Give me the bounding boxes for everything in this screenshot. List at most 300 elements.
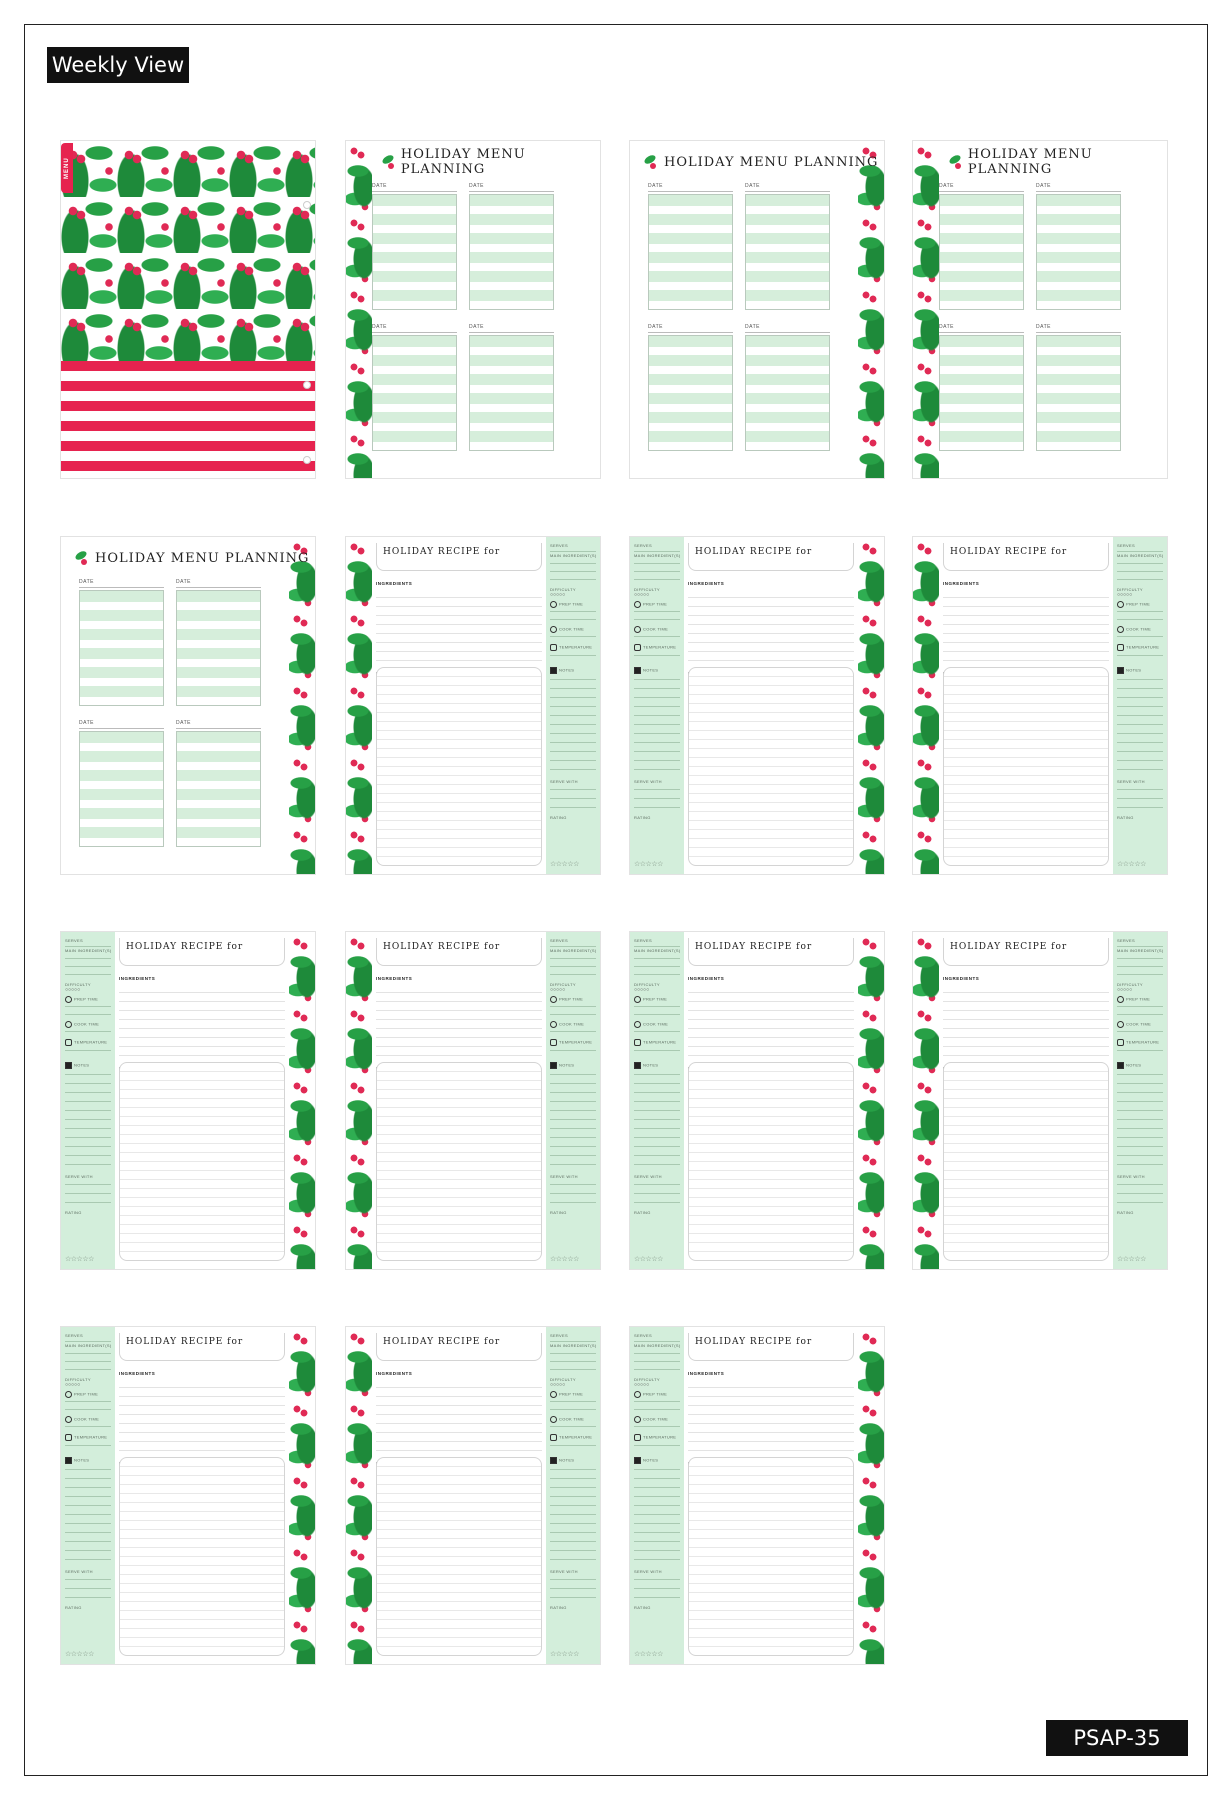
- preparation-box[interactable]: [119, 1457, 285, 1656]
- difficulty-label: DIFFICULTY: [65, 1377, 91, 1382]
- serves-line[interactable]: [550, 551, 596, 552]
- difficulty-label: DIFFICULTY: [634, 1377, 660, 1382]
- menu-lines[interactable]: [648, 194, 733, 310]
- rule: [634, 715, 680, 716]
- menu-lines[interactable]: [648, 335, 733, 451]
- difficulty-dots[interactable]: ○○○○○: [634, 987, 650, 993]
- rule: [65, 966, 111, 967]
- ingredients-lines[interactable]: [943, 984, 1109, 1056]
- rule: [1117, 1202, 1163, 1203]
- rule: [550, 798, 596, 799]
- rule: [1117, 798, 1163, 799]
- rule: [550, 1401, 596, 1402]
- date-label: DATE: [745, 183, 830, 192]
- notes-icon: [1117, 1062, 1124, 1069]
- serves-label: SERVES: [550, 1333, 568, 1338]
- recipe-sidebar: [61, 1327, 115, 1664]
- serves-line[interactable]: [550, 1341, 596, 1342]
- rule: [550, 1559, 596, 1560]
- holly-border: [346, 932, 372, 1269]
- menu-planning-title-text: HOLIDAY MENU PLANNING: [400, 147, 526, 177]
- recipe-title[interactable]: HOLIDAY RECIPE for: [943, 543, 1109, 571]
- recipe-page: [60, 931, 316, 1270]
- rating-label: RATING: [1117, 1210, 1134, 1215]
- rule: [550, 1128, 596, 1129]
- rule: [1117, 636, 1163, 637]
- menu-date-cell: [469, 183, 554, 310]
- menu-planning-title: [644, 151, 878, 173]
- notes-label: NOTES: [643, 667, 659, 673]
- holly-border: [289, 1327, 315, 1664]
- menu-planning-title-text: HOLIDAY MENU PLANNING: [95, 550, 310, 566]
- serves-line[interactable]: [65, 946, 111, 947]
- rule: [1117, 563, 1163, 564]
- menu-date-cell: [648, 324, 733, 451]
- rule: [634, 1119, 680, 1120]
- menu-tab[interactable]: MENU: [61, 143, 73, 193]
- recipe-sidebar: [1113, 932, 1167, 1269]
- recipe-main: [372, 932, 546, 1269]
- ingredients-label: INGREDIENTS: [376, 581, 413, 586]
- rule: [65, 1445, 111, 1446]
- preparation-box[interactable]: [376, 1062, 542, 1261]
- menu-lines[interactable]: [79, 731, 164, 847]
- notes-icon: [634, 1062, 641, 1069]
- rating-label: RATING: [634, 815, 651, 820]
- ingredients-label: INGREDIENTS: [688, 976, 725, 981]
- recipe-main: [939, 537, 1113, 874]
- cook-time-label: COOK TIME: [74, 1416, 100, 1422]
- recipe-title[interactable]: HOLIDAY RECIPE for: [688, 543, 854, 571]
- rule: [1117, 1146, 1163, 1147]
- menu-date-grid: [648, 183, 830, 451]
- rule: [550, 655, 596, 656]
- thermometer-icon: [634, 644, 641, 651]
- difficulty-label: DIFFICULTY: [634, 982, 660, 987]
- notes-label: NOTES: [1126, 1062, 1142, 1068]
- serves-line[interactable]: [550, 946, 596, 947]
- temperature-label: TEMPERATURE: [559, 1039, 593, 1045]
- menu-lines[interactable]: [372, 194, 457, 310]
- preparation-box[interactable]: [119, 1062, 285, 1261]
- rule: [1117, 579, 1163, 580]
- ingredients-lines[interactable]: [376, 1379, 542, 1451]
- menu-planning-title: [382, 147, 600, 177]
- holly-border: [346, 537, 372, 874]
- menu-lines[interactable]: [176, 731, 261, 847]
- rule: [634, 1137, 680, 1138]
- rating-label: RATING: [550, 1210, 567, 1215]
- rule: [65, 1478, 111, 1479]
- rule: [634, 655, 680, 656]
- rating-stars[interactable]: ☆☆☆☆☆: [634, 1651, 663, 1658]
- rule: [65, 1426, 111, 1427]
- rule: [1117, 1110, 1163, 1111]
- main-ingredient-label: MAIN INGREDIENT(S): [1117, 553, 1164, 558]
- thermometer-icon: [550, 1039, 557, 1046]
- cook-time-label: COOK TIME: [1126, 626, 1152, 632]
- rule: [1117, 807, 1163, 808]
- recipe-page: [912, 931, 1168, 1270]
- rule: [550, 966, 596, 967]
- rule: [65, 1579, 111, 1580]
- rule: [550, 1532, 596, 1533]
- rule: [634, 1369, 680, 1370]
- recipe-sidebar: [630, 1327, 684, 1664]
- menu-planning-page: [629, 140, 885, 479]
- serves-label: SERVES: [65, 938, 83, 943]
- rule: [1117, 655, 1163, 656]
- ingredients-lines[interactable]: [688, 1379, 854, 1451]
- rule: [1117, 1014, 1163, 1015]
- rule: [634, 1401, 680, 1402]
- rule: [550, 1155, 596, 1156]
- rule: [1117, 1083, 1163, 1084]
- rule: [65, 1559, 111, 1560]
- temperature-label: TEMPERATURE: [74, 1434, 108, 1440]
- difficulty-dots[interactable]: ○○○○○: [634, 592, 650, 598]
- rule: [550, 807, 596, 808]
- rule: [1117, 706, 1163, 707]
- rule: [634, 798, 680, 799]
- recipe-title[interactable]: HOLIDAY RECIPE for: [119, 1333, 285, 1361]
- difficulty-dots[interactable]: ○○○○○: [634, 1382, 650, 1388]
- menu-date-cell: [79, 579, 164, 706]
- prep-time-label: PREP TIME: [643, 1391, 668, 1397]
- rule: [634, 1496, 680, 1497]
- recipe-sidebar: [546, 537, 600, 874]
- clock-icon: [1117, 996, 1124, 1003]
- thermometer-icon: [634, 1434, 641, 1441]
- thermometer-icon: [65, 1434, 72, 1441]
- rule: [1117, 1092, 1163, 1093]
- rule: [65, 1487, 111, 1488]
- difficulty-dots[interactable]: ○○○○○: [65, 1382, 81, 1388]
- preparation-box[interactable]: [943, 667, 1109, 866]
- rule: [634, 697, 680, 698]
- serves-line[interactable]: [634, 946, 680, 947]
- ingredients-lines[interactable]: [688, 589, 854, 661]
- rating-stars[interactable]: ☆☆☆☆☆: [634, 1256, 663, 1263]
- rule: [634, 1128, 680, 1129]
- menu-lines[interactable]: [372, 335, 457, 451]
- ingredients-lines[interactable]: [943, 589, 1109, 661]
- rule: [65, 1469, 111, 1470]
- rating-stars[interactable]: ☆☆☆☆☆: [550, 861, 579, 868]
- preparation-box[interactable]: [688, 1457, 854, 1656]
- recipe-title[interactable]: HOLIDAY RECIPE for: [376, 938, 542, 966]
- menu-planning-page: [60, 536, 316, 875]
- rule: [634, 1031, 680, 1032]
- notes-label: NOTES: [559, 1062, 575, 1068]
- rule: [550, 733, 596, 734]
- menu-lines[interactable]: [79, 590, 164, 706]
- cook-time-label: COOK TIME: [559, 626, 585, 632]
- clock-icon: [550, 1021, 557, 1028]
- rule: [550, 1550, 596, 1551]
- main-ingredient-label: MAIN INGREDIENT(S): [550, 1343, 597, 1348]
- rule: [634, 1597, 680, 1598]
- serves-label: SERVES: [1117, 543, 1135, 548]
- prep-time-label: PREP TIME: [643, 996, 668, 1002]
- preparation-box[interactable]: [688, 667, 854, 866]
- ingredients-lines[interactable]: [119, 984, 285, 1056]
- rule: [550, 1445, 596, 1446]
- menu-date-cell: [372, 324, 457, 451]
- prep-time-label: PREP TIME: [643, 601, 668, 607]
- serves-label: SERVES: [634, 938, 652, 943]
- menu-planning-title-text: HOLIDAY MENU PLANNING: [664, 154, 879, 170]
- binder-hole: [303, 381, 311, 389]
- menu-lines[interactable]: [939, 194, 1024, 310]
- rule: [65, 1193, 111, 1194]
- date-label: DATE: [176, 720, 261, 729]
- rule: [1117, 1050, 1163, 1051]
- date-label: DATE: [745, 324, 830, 333]
- difficulty-dots[interactable]: ○○○○○: [1117, 987, 1133, 993]
- rating-stars[interactable]: ☆☆☆☆☆: [65, 1651, 94, 1658]
- notes-icon: [65, 1062, 72, 1069]
- rule: [550, 579, 596, 580]
- notes-label: NOTES: [559, 667, 575, 673]
- serves-label: SERVES: [634, 543, 652, 548]
- menu-date-cell: [372, 183, 457, 310]
- rule: [550, 1031, 596, 1032]
- ingredients-lines[interactable]: [119, 1379, 285, 1451]
- rule: [1117, 688, 1163, 689]
- date-label: DATE: [1036, 183, 1121, 192]
- menu-date-grid: [372, 183, 554, 451]
- recipe-main: [372, 1327, 546, 1664]
- rating-stars[interactable]: ☆☆☆☆☆: [1117, 1256, 1146, 1263]
- preparation-box[interactable]: [376, 1457, 542, 1656]
- menu-lines[interactable]: [745, 194, 830, 310]
- cook-time-label: COOK TIME: [1126, 1021, 1152, 1027]
- rule: [550, 706, 596, 707]
- notes-icon: [550, 667, 557, 674]
- rule: [550, 1101, 596, 1102]
- recipe-main: [372, 537, 546, 874]
- serves-line[interactable]: [634, 551, 680, 552]
- rule: [634, 1559, 680, 1560]
- preparation-box[interactable]: [688, 1062, 854, 1261]
- holly-sprig-icon: [382, 154, 397, 170]
- rule: [1117, 751, 1163, 752]
- rule: [634, 1092, 680, 1093]
- rule: [634, 1541, 680, 1542]
- holly-border: [858, 537, 884, 874]
- rule: [634, 706, 680, 707]
- rule: [634, 742, 680, 743]
- rule: [550, 1409, 596, 1410]
- thermometer-icon: [550, 644, 557, 651]
- menu-date-cell: [176, 579, 261, 706]
- rule: [65, 1514, 111, 1515]
- menu-planning-page: [345, 140, 601, 479]
- rating-label: RATING: [550, 815, 567, 820]
- cook-time-label: COOK TIME: [559, 1416, 585, 1422]
- recipe-title[interactable]: HOLIDAY RECIPE for: [376, 1333, 542, 1361]
- rule: [1117, 1155, 1163, 1156]
- date-label: DATE: [372, 324, 457, 333]
- difficulty-dots[interactable]: ○○○○○: [550, 1382, 566, 1388]
- ingredients-lines[interactable]: [376, 984, 542, 1056]
- serves-line[interactable]: [65, 1341, 111, 1342]
- recipe-title[interactable]: HOLIDAY RECIPE for: [688, 938, 854, 966]
- rule: [634, 1469, 680, 1470]
- serves-label: SERVES: [65, 1333, 83, 1338]
- menu-date-cell: [79, 720, 164, 847]
- rule: [634, 1426, 680, 1427]
- date-label: DATE: [939, 183, 1024, 192]
- clock-icon: [65, 1391, 72, 1398]
- menu-date-cell: [939, 324, 1024, 451]
- clock-icon: [1117, 1021, 1124, 1028]
- rating-label: RATING: [634, 1605, 651, 1610]
- rule: [634, 611, 680, 612]
- rating-stars[interactable]: ☆☆☆☆☆: [550, 1256, 579, 1263]
- rule: [550, 1469, 596, 1470]
- rule: [634, 1014, 680, 1015]
- rule: [550, 619, 596, 620]
- rule: [65, 1202, 111, 1203]
- difficulty-label: DIFFICULTY: [1117, 587, 1143, 592]
- rule: [634, 1006, 680, 1007]
- rule: [550, 742, 596, 743]
- difficulty-label: DIFFICULTY: [550, 982, 576, 987]
- rule: [550, 1083, 596, 1084]
- notes-icon: [634, 667, 641, 674]
- clock-icon: [634, 601, 641, 608]
- rule: [550, 724, 596, 725]
- temperature-label: TEMPERATURE: [559, 1434, 593, 1440]
- rule: [550, 1523, 596, 1524]
- rule: [634, 1074, 680, 1075]
- rule: [550, 1478, 596, 1479]
- holly-border: [289, 537, 315, 874]
- menu-lines[interactable]: [469, 194, 554, 310]
- menu-lines[interactable]: [1036, 194, 1121, 310]
- menu-planning-title: [75, 547, 309, 569]
- main-ingredient-label: MAIN INGREDIENT(S): [550, 948, 597, 953]
- difficulty-dots[interactable]: ○○○○○: [550, 592, 566, 598]
- menu-lines[interactable]: [469, 335, 554, 451]
- rule: [65, 1128, 111, 1129]
- menu-lines[interactable]: [1036, 335, 1121, 451]
- rule: [65, 1523, 111, 1524]
- rule: [550, 1597, 596, 1598]
- rule: [1117, 1119, 1163, 1120]
- holly-sprig-icon: [644, 154, 660, 170]
- recipe-sidebar: [630, 537, 684, 874]
- product-code: PSAP-35: [1046, 1720, 1188, 1756]
- serve-with-label: SERVE WITH: [550, 1569, 578, 1574]
- rating-stars[interactable]: ☆☆☆☆☆: [65, 1256, 94, 1263]
- difficulty-dots[interactable]: ○○○○○: [65, 987, 81, 993]
- rule: [1117, 733, 1163, 734]
- difficulty-dots[interactable]: ○○○○○: [1117, 592, 1133, 598]
- rule: [65, 1006, 111, 1007]
- rule: [634, 1505, 680, 1506]
- menu-date-cell: [745, 183, 830, 310]
- ingredients-lines[interactable]: [376, 589, 542, 661]
- notes-label: NOTES: [1126, 667, 1142, 673]
- menu-lines[interactable]: [939, 335, 1024, 451]
- rule: [65, 1146, 111, 1147]
- serves-label: SERVES: [550, 543, 568, 548]
- rating-stars[interactable]: ☆☆☆☆☆: [550, 1651, 579, 1658]
- rule: [1117, 1006, 1163, 1007]
- recipe-title[interactable]: HOLIDAY RECIPE for: [376, 543, 542, 571]
- ingredients-label: INGREDIENTS: [688, 581, 725, 586]
- menu-lines[interactable]: [176, 590, 261, 706]
- rule: [65, 1119, 111, 1120]
- notes-label: NOTES: [74, 1457, 90, 1463]
- rule: [550, 1369, 596, 1370]
- binder-hole: [303, 201, 311, 209]
- clock-icon: [1117, 601, 1124, 608]
- recipe-page: [912, 536, 1168, 875]
- menu-lines[interactable]: [745, 335, 830, 451]
- main-ingredient-label: MAIN INGREDIENT(S): [634, 1343, 681, 1348]
- clock-icon: [634, 996, 641, 1003]
- recipe-title[interactable]: HOLIDAY RECIPE for: [119, 938, 285, 966]
- holly-border: [858, 141, 884, 478]
- recipe-page: [629, 931, 885, 1270]
- recipe-title[interactable]: HOLIDAY RECIPE for: [943, 938, 1109, 966]
- rating-stars[interactable]: ☆☆☆☆☆: [1117, 861, 1146, 868]
- thermometer-icon: [1117, 1039, 1124, 1046]
- rule: [634, 966, 680, 967]
- rule: [550, 1137, 596, 1138]
- rule: [1117, 1193, 1163, 1194]
- rule: [634, 1155, 680, 1156]
- rating-label: RATING: [550, 1605, 567, 1610]
- recipe-main: [939, 932, 1113, 1269]
- clock-icon: [550, 996, 557, 1003]
- recipe-title[interactable]: HOLIDAY RECIPE for: [688, 1333, 854, 1361]
- serves-line[interactable]: [1117, 551, 1163, 552]
- rule: [550, 1588, 596, 1589]
- rule: [550, 1353, 596, 1354]
- rule: [1117, 1164, 1163, 1165]
- rule: [65, 1083, 111, 1084]
- rule: [65, 1110, 111, 1111]
- serves-line[interactable]: [634, 1341, 680, 1342]
- rule: [65, 1074, 111, 1075]
- rating-stars[interactable]: ☆☆☆☆☆: [634, 861, 663, 868]
- ingredients-label: INGREDIENTS: [376, 1371, 413, 1376]
- difficulty-dots[interactable]: ○○○○○: [550, 987, 566, 993]
- serves-label: SERVES: [550, 938, 568, 943]
- rule: [1117, 760, 1163, 761]
- recipe-sidebar: [1113, 537, 1167, 874]
- ingredients-lines[interactable]: [688, 984, 854, 1056]
- rule: [550, 1426, 596, 1427]
- rule: [550, 636, 596, 637]
- recipe-page: [345, 931, 601, 1270]
- serves-line[interactable]: [1117, 946, 1163, 947]
- rule: [65, 1496, 111, 1497]
- rule: [1117, 571, 1163, 572]
- preparation-box[interactable]: [943, 1062, 1109, 1261]
- rule: [634, 1523, 680, 1524]
- notes-label: NOTES: [559, 1457, 575, 1463]
- preparation-box[interactable]: [376, 667, 542, 866]
- rule: [634, 1409, 680, 1410]
- rule: [65, 1031, 111, 1032]
- rule: [550, 688, 596, 689]
